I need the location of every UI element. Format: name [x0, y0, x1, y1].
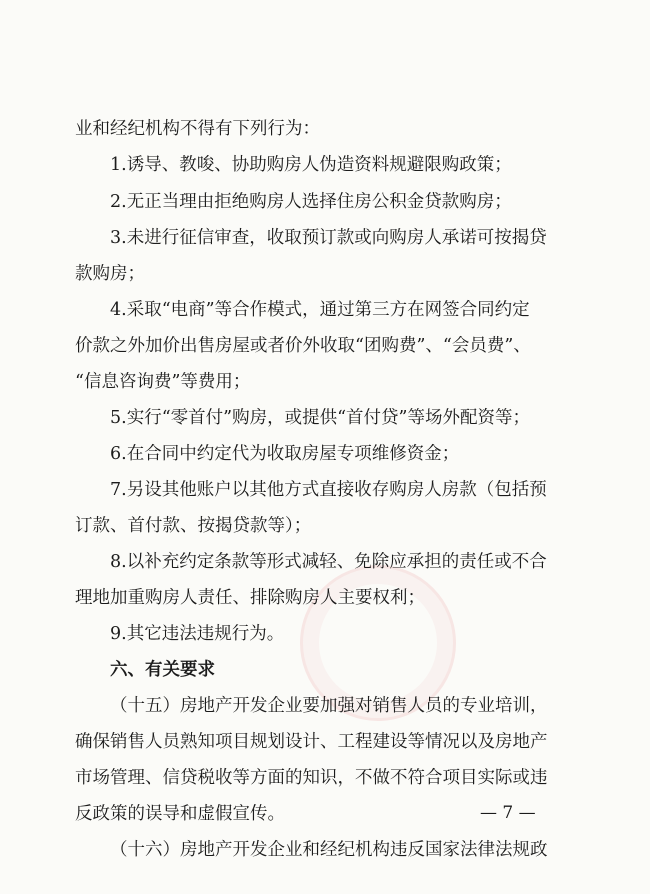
text-line: 款购房； — [75, 264, 145, 284]
text-line: 订款、首付款、按揭贷款等）； — [75, 516, 312, 536]
text-line: 市场管理、信贷税收等方面的知识，不做不符合项目实际或违 — [75, 768, 548, 788]
paragraph-start: （十六）房地产开发企业和经纪机构违反国家法律法规政 — [110, 840, 548, 860]
list-item-4: 4.采取“电商”等合作模式，通过第三方在网签合同约定 — [110, 300, 530, 320]
paragraph-start: （十五）房地产开发企业要加强对销售人员的专业培训， — [110, 696, 548, 716]
list-item-9: 9.其它违法违规行为。 — [110, 624, 285, 644]
list-item-2: 2.无正当理由拒绝购房人选择住房公积金贷款购房； — [110, 192, 512, 212]
section-heading: 六、有关要求 — [110, 660, 215, 680]
text-line: 理地加重购房人责任、排除购房人主要权利； — [75, 588, 425, 608]
list-item-5: 5.实行“零首付”购房，或提供“首付贷”等场外配资等； — [110, 408, 530, 428]
list-item-1: 1.诱导、教唆、协助购房人伪造资料规避限购政策； — [110, 155, 512, 175]
text-line: “信息咨询费”等费用； — [75, 372, 251, 392]
text-line: 确保销售人员熟知项目规划设计、工程建设等情况以及房地产 — [75, 732, 548, 752]
list-item-7: 7.另设其他账户以其他方式直接收存购房人房款（包括预 — [110, 480, 547, 500]
list-item-6: 6.在合同中约定代为收取房屋专项维修资金； — [110, 444, 460, 464]
list-item-8: 8.以补充约定条款等形式减轻、免除应承担的责任或不合 — [110, 552, 547, 572]
text-line: 价款之外加价出售房屋或者价外收取“团购费”、“会员费”、 — [75, 336, 531, 356]
text-line: 业和经纪机构不得有下列行为： — [75, 119, 320, 139]
text-line: 反政策的误导和虚假宣传。 — [75, 804, 285, 824]
page-number: — 7 — — [480, 803, 536, 823]
list-item-3: 3.未进行征信审查，收取预订款或向购房人承诺可按揭贷 — [110, 228, 547, 248]
